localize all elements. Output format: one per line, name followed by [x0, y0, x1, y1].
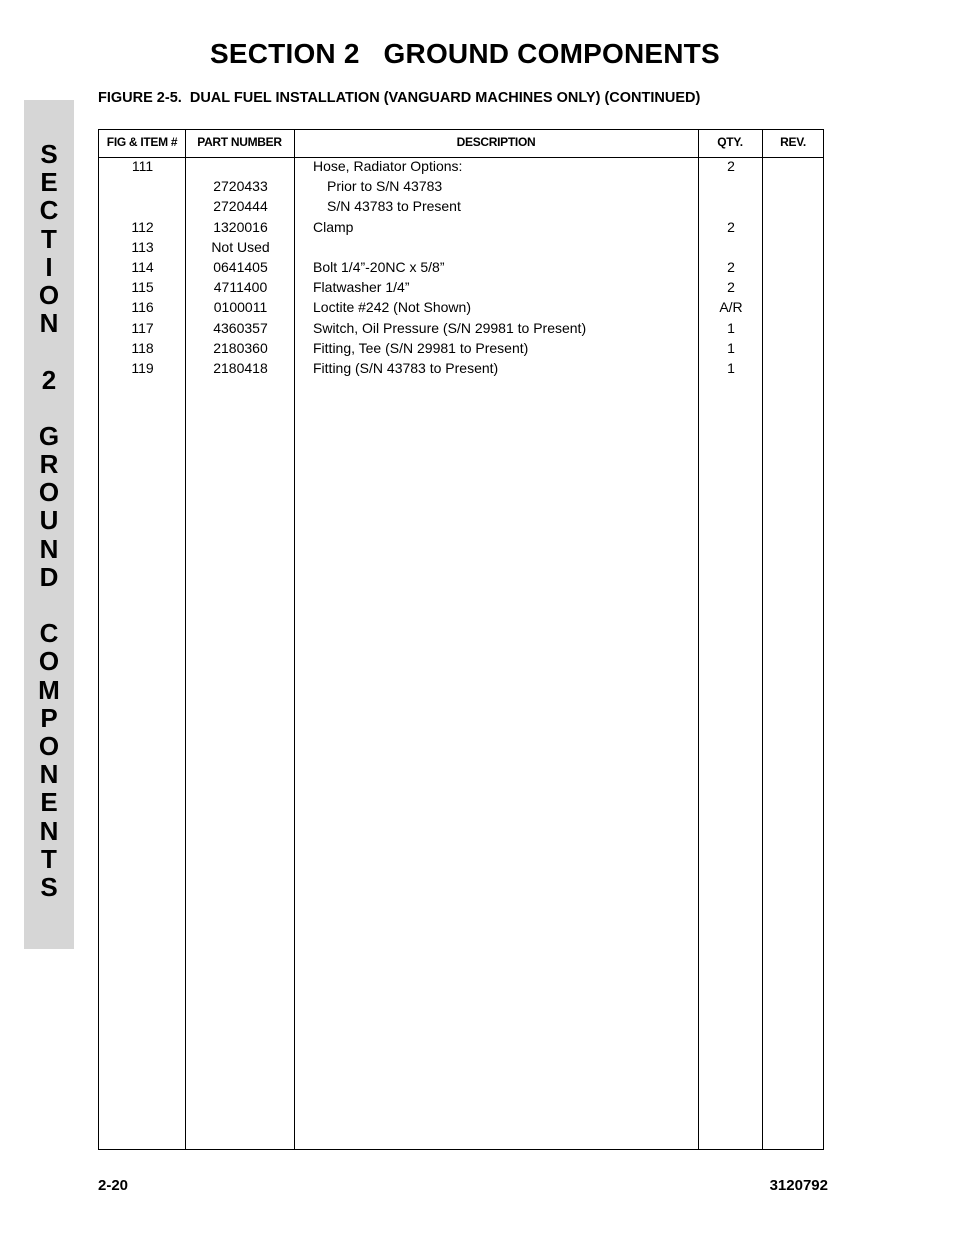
- description-cell: Flatwasher 1/4”: [313, 279, 410, 296]
- side-tab-letter: E: [40, 787, 58, 818]
- side-tab-letter: N: [39, 533, 59, 564]
- table-body: [99, 158, 823, 380]
- side-tab-letter: S: [40, 139, 58, 169]
- column-header-item: FIG & ITEM #: [106, 135, 178, 149]
- table-row: [99, 158, 823, 178]
- table-row: [99, 198, 823, 218]
- qty-cell: A/R: [719, 299, 743, 316]
- part-number-cell: 1320016: [213, 218, 268, 235]
- qty-cell: 1: [727, 319, 735, 336]
- side-tab-letter: N: [39, 759, 59, 790]
- item-cell: 113: [131, 238, 154, 255]
- parts-table: [98, 129, 824, 1150]
- document-number: 3120792: [769, 1177, 828, 1194]
- item-cell: 119: [131, 359, 154, 376]
- side-tab-letter: D: [39, 561, 59, 592]
- section-side-tab: [24, 100, 74, 949]
- part-number-cell: 2720433: [213, 178, 268, 195]
- column-header-description: DESCRIPTION: [456, 135, 536, 149]
- description-cell: Fitting (S/N 43783 to Present): [313, 359, 499, 376]
- qty-cell: 2: [727, 258, 735, 275]
- side-tab-letter: U: [39, 505, 59, 536]
- side-tab-letter: C: [39, 195, 59, 226]
- page-title: SECTION 2 GROUND COMPONENTS: [210, 38, 720, 69]
- side-tab-letter: O: [38, 279, 60, 310]
- side-tab-label: [24, 140, 74, 901]
- table-row: [99, 279, 823, 299]
- table-header: [99, 130, 823, 158]
- part-number-cell: 0641405: [213, 258, 268, 275]
- side-tab-letter: O: [38, 730, 60, 761]
- figure-title: FIGURE 2-5. DUAL FUEL INSTALLATION (VANGUARD MACHINES ONLY) (CONTINUED): [98, 90, 701, 106]
- item-cell: 116: [131, 299, 154, 316]
- description-cell: Prior to S/N 43783: [327, 178, 443, 195]
- side-tab-letter: 2: [41, 364, 57, 395]
- table-row: [99, 239, 823, 259]
- side-tab-letter: G: [38, 420, 60, 451]
- column-header-rev: REV.: [780, 135, 806, 149]
- side-tab-letter: T: [41, 843, 57, 874]
- qty-cell: 1: [727, 359, 735, 376]
- side-tab-letter: N: [39, 308, 59, 339]
- table-row: [99, 259, 823, 279]
- item-cell: 114: [131, 258, 154, 275]
- table-row: [99, 219, 823, 239]
- item-cell: 117: [131, 319, 154, 336]
- part-number-cell: 2180360: [213, 339, 268, 356]
- side-tab-letter: E: [40, 167, 58, 198]
- part-number-cell: 4360357: [213, 319, 268, 336]
- table-row: [99, 340, 823, 360]
- part-number-cell: Not Used: [211, 238, 270, 255]
- item-cell: 118: [131, 339, 154, 356]
- table-row: [99, 320, 823, 340]
- table-row: [99, 178, 823, 198]
- part-number-cell: 0100011: [213, 299, 268, 316]
- side-tab-letter: S: [40, 871, 58, 902]
- part-number-cell: 4711400: [213, 279, 268, 296]
- description-cell: Loctite #242 (Not Shown): [313, 299, 471, 316]
- description-cell: Switch, Oil Pressure (S/N 29981 to Present): [313, 319, 587, 336]
- item-cell: 115: [131, 279, 154, 296]
- side-tab-letter: O: [38, 477, 60, 508]
- description-cell: Clamp: [313, 218, 354, 235]
- side-tab-letter: I: [45, 251, 53, 282]
- table-row: [99, 360, 823, 380]
- column-header-part-number: PART NUMBER: [197, 135, 282, 149]
- side-tab-letter: P: [40, 702, 58, 733]
- description-cell: Bolt 1/4”-20NC x 5/8”: [313, 258, 445, 275]
- side-tab-letter: T: [41, 223, 57, 254]
- qty-cell: 2: [727, 158, 735, 174]
- side-tab-letter: M: [38, 674, 60, 705]
- item-cell: 112: [131, 218, 154, 235]
- side-tab-letter: C: [39, 618, 59, 649]
- qty-cell: 2: [727, 218, 735, 235]
- item-cell: 111: [131, 158, 154, 174]
- part-number-cell: 2720444: [213, 198, 268, 215]
- qty-cell: 1: [727, 339, 735, 356]
- side-tab-letter: O: [38, 646, 60, 677]
- column-header-qty: QTY.: [717, 135, 743, 149]
- description-cell: S/N 43783 to Present: [327, 198, 461, 215]
- part-number-cell: 2180418: [213, 359, 268, 376]
- page-number: 2-20: [98, 1177, 129, 1194]
- qty-cell: 2: [727, 279, 735, 296]
- description-cell: Fitting, Tee (S/N 29981 to Present): [313, 339, 529, 356]
- table-row: [99, 299, 823, 319]
- side-tab-letter: N: [39, 815, 59, 846]
- side-tab-letter: R: [39, 449, 59, 480]
- description-cell: Hose, Radiator Options:: [313, 158, 463, 174]
